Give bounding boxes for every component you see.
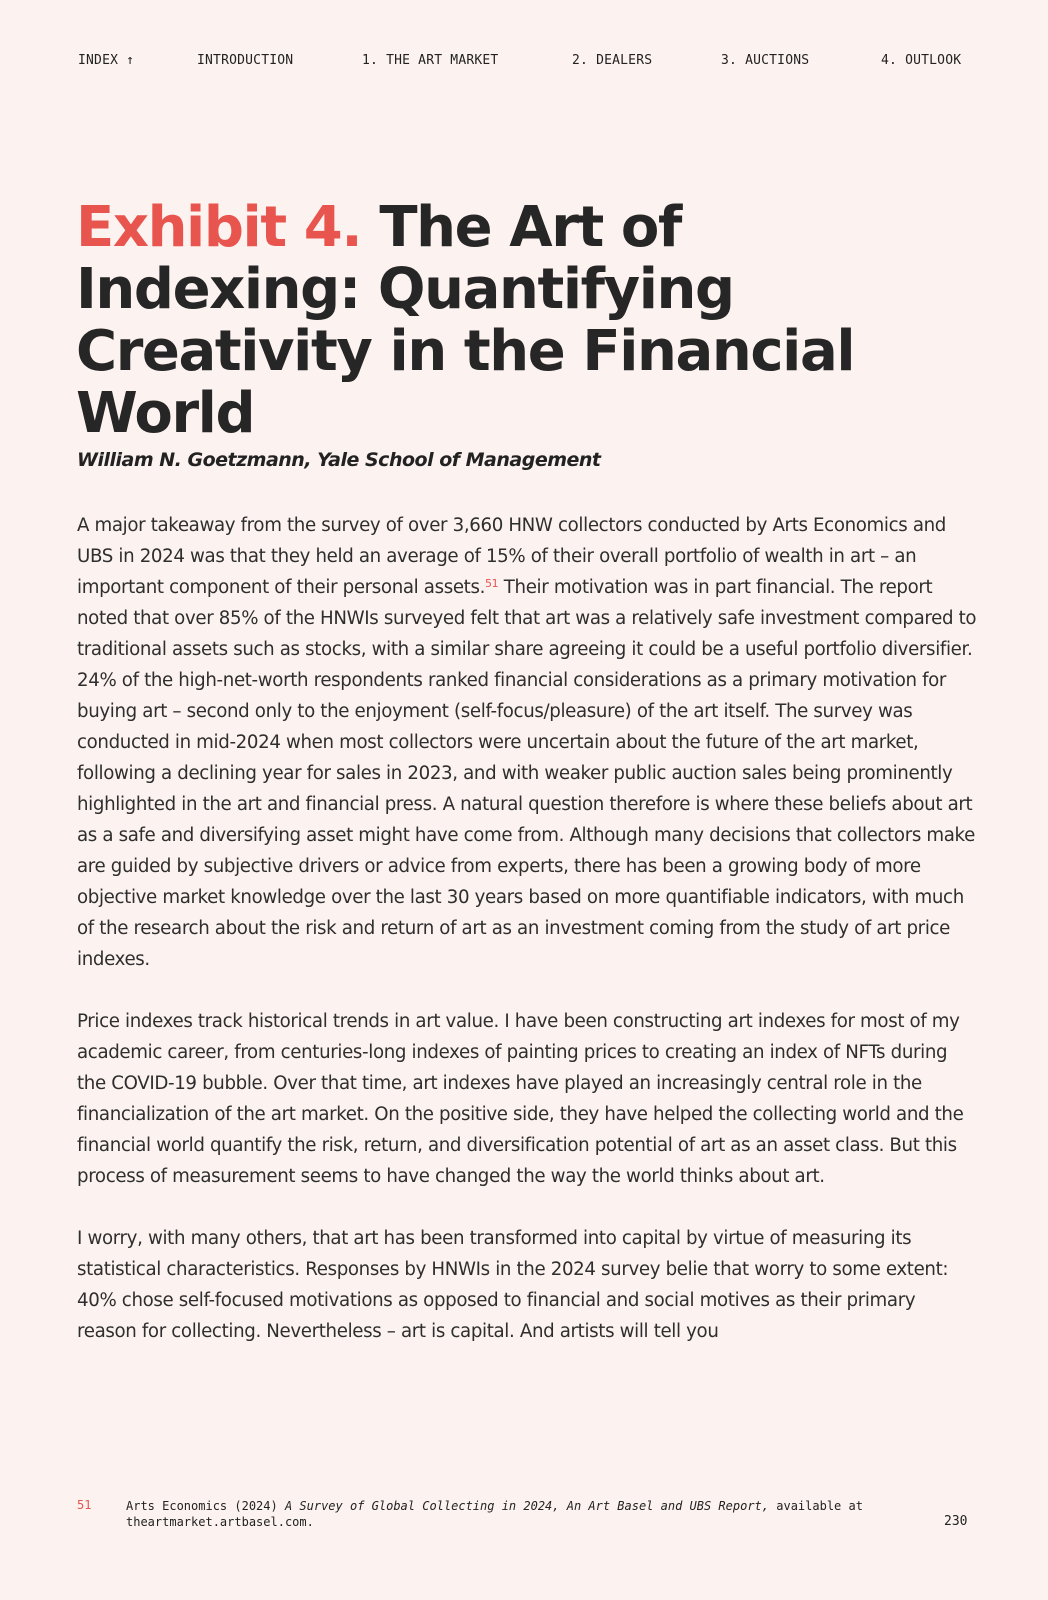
footnote-report-title: A Survey of Global Collecting in 2024, An Art Basel and UBS Report, <box>284 1499 770 1513</box>
article-body <box>77 510 977 1378</box>
footnote-source: Arts Economics (2024) <box>126 1499 285 1513</box>
paragraph-3: I worry, with many others, that art has been transformed into capital by virtue of measuring its statistical characteristics. Responses by HNWIs in the 2024 survey belie that worry to some extent: 40% chose self-focused motivations as opposed to financial and social motives as their primary reason for collecting. Nevertheless – art is capital. And artists will tell you <box>77 1228 949 1342</box>
paragraph-2: Price indexes track historical trends in art value. I have been constructing art indexes for most of my academic career, from centuries-long indexes of painting prices to creating an index of NFTs during the COVID-19 bubble. Over that time, art indexes have played an increasingly central role in the financialization of the art market. On the positive side, they have helped the collecting world and the financial world quantify the risk, return, and diversification potential of art as an asset class. But this process of measurement seems to have changed the way the world thinks about art. <box>77 1011 964 1187</box>
footnote-reference[interactable]: 51 <box>485 577 499 590</box>
nav-outlook-link[interactable]: 4. OUTLOOK <box>881 53 962 68</box>
section-navigation <box>78 53 970 73</box>
paragraph-1-text-b: Their motivation was in part financial. The report noted that over 85% of the HNWIs surveyed felt that art was a relatively safe investment compared to traditional assets such as stocks, with a similar share agreeing it could be a useful portfolio diversifier. 24% of the high-net-worth respondents ranked financial considerations as a primary motivation for buying art – second only to the enjoyment (self-focus/pleasure) of the art itself. The survey was conducted in mid-2024 when most collectors were uncertain about the future of the art market, following a declining year for sales in 2023, and with weaker public auction sales being prominently highlighted in the art and financial press. A natural question therefore is where these beliefs about art as a safe and diversifying asset might have come from. Although many decisions that collectors make are guided by subjective drivers or advice from experts, there has been a growing body of more objective market knowledge over the last 30 years based on more quantifiable indicators, with much of the research about the risk and return of art as an investment coming from the study of art price indexes. <box>77 577 977 970</box>
paragraph-1 <box>77 510 977 975</box>
footnote-text <box>126 1498 906 1530</box>
nav-auctions-link[interactable]: 3. AUCTIONS <box>721 53 810 68</box>
paragraph-1-text-a: A major takeaway from the survey of over 3,660 HNW collectors conducted by Arts Economics and UBS in 2024 was that they held an average of 15% of their overall portfolio of wealth in art – an important component of their personal assets. <box>77 515 946 598</box>
page-title <box>76 197 976 445</box>
page-number: 230 <box>944 1514 968 1529</box>
footnote-number: 51 <box>77 1498 92 1512</box>
author-byline: William N. Goetzmann, Yale School of Management <box>77 449 601 471</box>
nav-art-market-link[interactable]: 1. THE ART MARKET <box>362 53 499 68</box>
footnote-url: available at theartmarket.artbasel.com. <box>126 1499 863 1529</box>
title-text: The Art of Indexing: Quantifying Creativity in the Financial World <box>76 195 855 446</box>
nav-introduction-link[interactable]: INTRODUCTION <box>197 53 294 68</box>
exhibit-label: Exhibit 4. <box>76 195 362 260</box>
nav-dealers-link[interactable]: 2. DEALERS <box>572 53 653 68</box>
nav-index-link[interactable]: INDEX ↑ <box>78 53 135 68</box>
